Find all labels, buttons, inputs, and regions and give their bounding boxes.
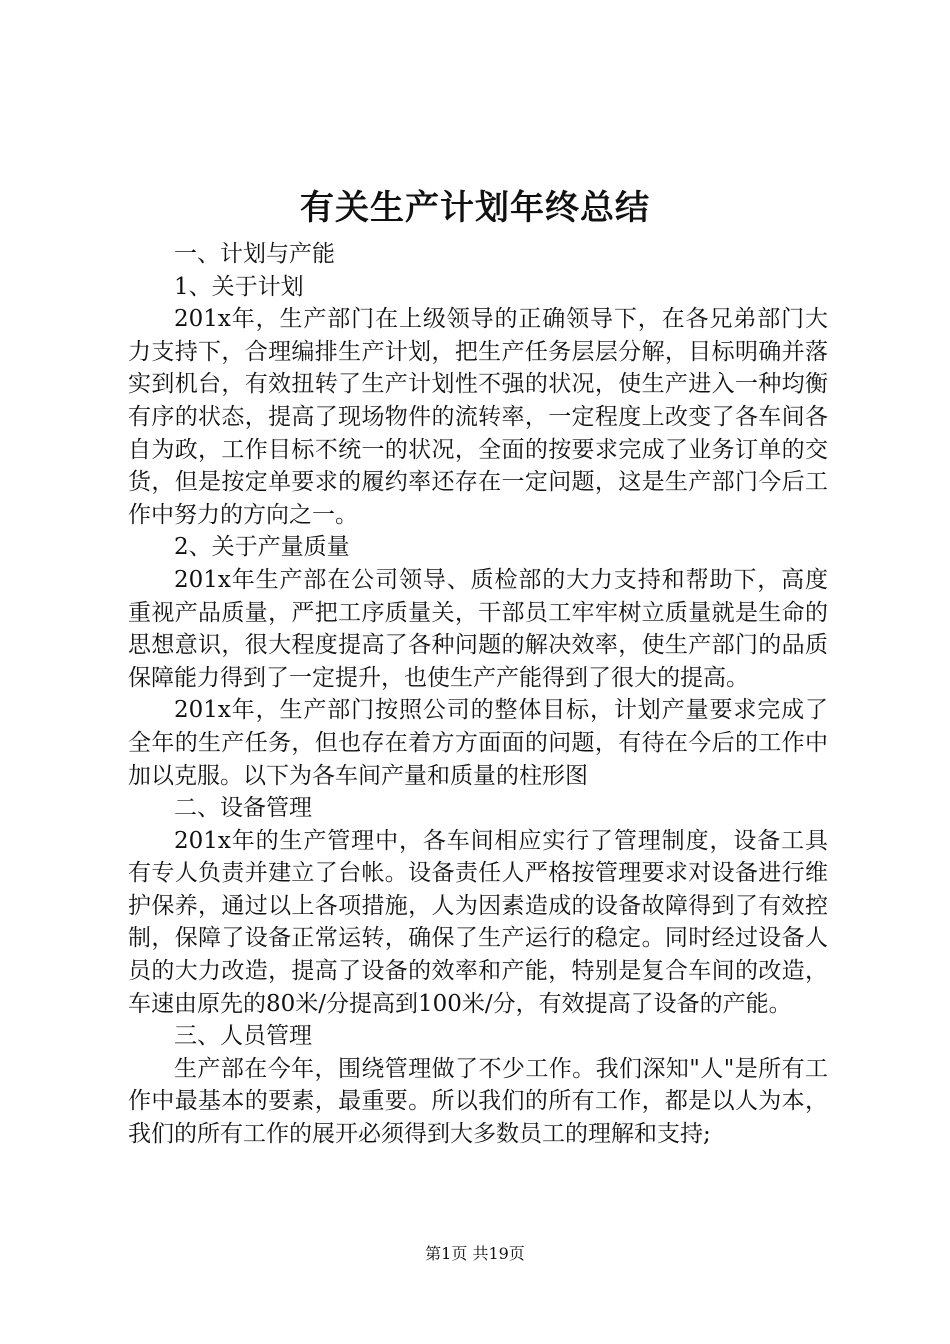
section-heading-equipment: 二、设备管理 <box>174 795 312 822</box>
section-heading-personnel: 三、人员管理 <box>174 1023 312 1050</box>
paragraph-quality: 201x年生产部在公司领导、质检部的大力支持和帮助下，高度重视产品质量，严把工序质量关，干部员工牢牢树立质量就是生命的思想意识，很大程度提高了各种问题的解决效率，使生产部门的品质保障能力得到了一定提升，也使生产产能得到了很大的提高。 <box>128 566 828 691</box>
document-title: 有关生产计划年终总结 <box>300 188 650 228</box>
paragraph-personnel: 生产部在今年，围绕管理做了不少工作。我们深知"人"是所有工作中最基本的要素，最重要。所以我们的所有工作，都是以人为本，我们的所有工作的展开必须得到大多数员工的理解和支持; <box>128 1055 828 1148</box>
page-footer: 第1页 共19页 <box>425 1244 525 1263</box>
subheading-about-plan: 1、关于计划 <box>174 273 304 300</box>
paragraph-output: 201x年，生产部门按照公司的整体目标，计划产量要求完成了全年的生产任务，但也存在着方方面面的问题，有待在今后的工作中加以克服。以下为各车间产量和质量的柱形图 <box>128 697 828 789</box>
paragraph-equipment: 201x年的生产管理中，各车间相应实行了管理制度，设备工具有专人负责并建立了台帐。设备责任人严格按管理要求对设备进行维护保养，通过以上各项措施，人为因素造成的设备故障得到了有效控制，保障了设备正常运转，确保了生产运行的稳定。同时经过设备人员的大力改造，提高了设备的效率和产能，特别是复合车间的改造，车速由原先的80米/分提高到100米/分，有效提高了设备的产能。 <box>128 827 828 1017</box>
section-heading-plan-capacity: 一、计划与产能 <box>174 241 335 267</box>
paragraph-plan: 201x年，生产部门在上级领导的正确领导下，在各兄弟部门大力支持下，合理编排生产计划，把生产任务层层分解，目标明确并落实到机台，有效扭转了生产计划性不强的状况，使生产进入一种均衡有序的状态，提高了现场物件的流转率，一定程度上改变了各车间各自为政，工作目标不统一的状况，全面的按要求完成了业务订单的交货，但是按定单要求的履约率还存在一定问题，这是生产部门今后工作中努力的方向之一。 <box>128 306 828 528</box>
subheading-output-quality: 2、关于产量质量 <box>174 534 350 561</box>
document-body <box>128 238 828 1151</box>
